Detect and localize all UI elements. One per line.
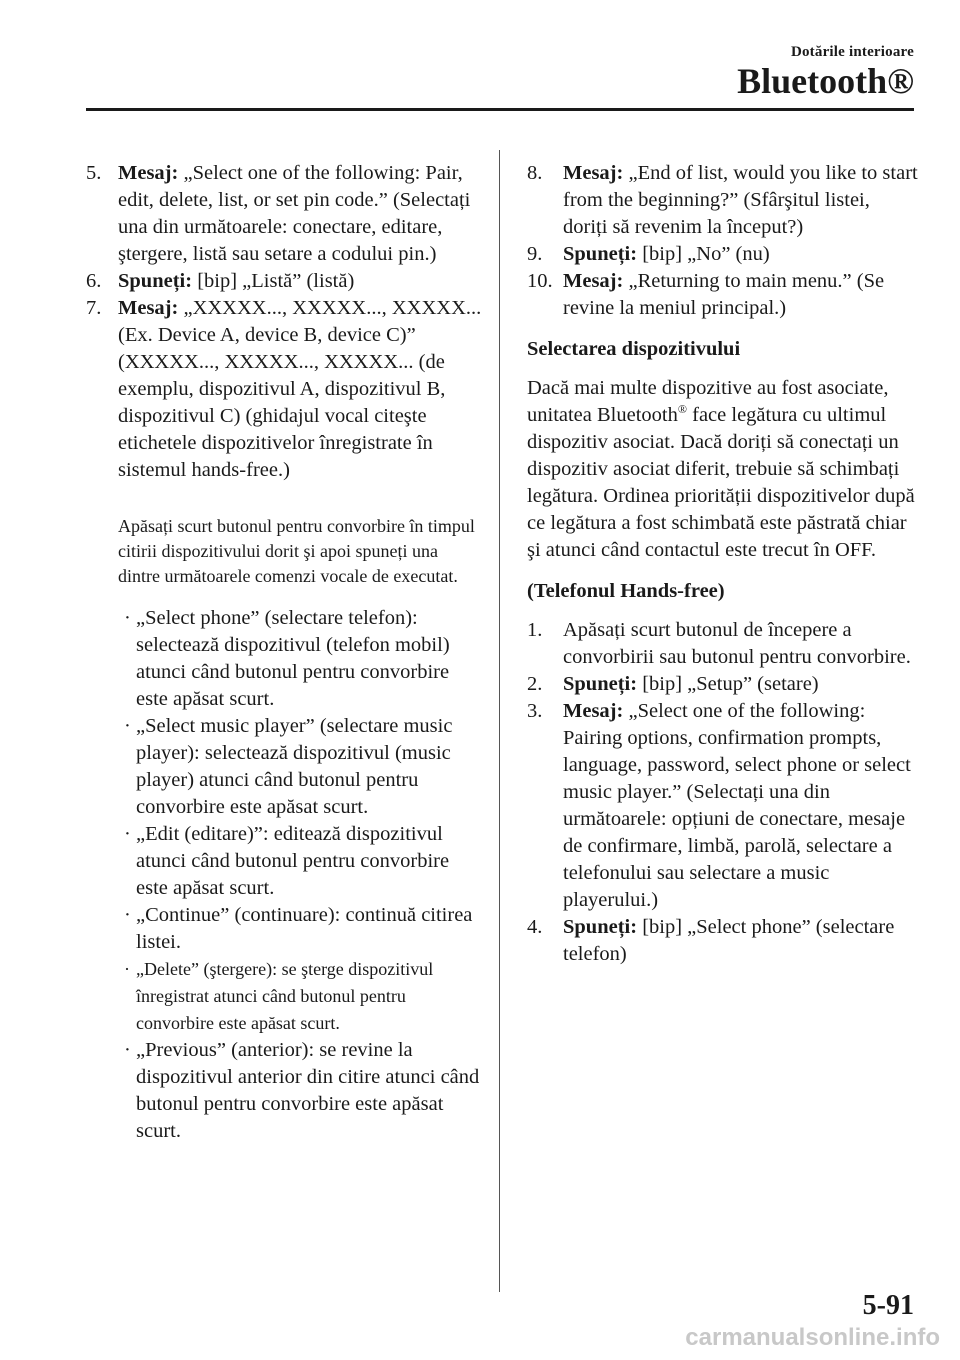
step-text: [bip] „Listă” (listă) <box>192 270 355 292</box>
section-heading: Selectarea dispozitivului <box>527 338 741 360</box>
step-label: Mesaj: <box>563 162 624 184</box>
left-column <box>86 160 482 1145</box>
bullet-item <box>86 1037 482 1145</box>
step-6 <box>86 268 482 295</box>
step-text: „XXXXX..., XXXXX..., XXXXX... (Ex. Device A, device B, device C)” (XXXXX..., XXXXX..., XXXXX... (de exemplu, dispozitivul A, dispozitivul B, dispozitivul C) (ghidajul vocal citeşte etichetele dispozitivelor înregistrate în sistemul hands-free.) <box>118 297 482 481</box>
step-text: [bip] „Setup” (setare) <box>637 673 819 695</box>
body-paragraph <box>527 375 919 564</box>
step-7 <box>86 295 482 484</box>
bullet-item <box>86 821 482 902</box>
bullet-item <box>86 902 482 956</box>
step-number: 4. <box>527 916 543 938</box>
step-number: 7. <box>86 297 102 319</box>
bullet-text: „Delete” (ştergere): se şterge dispozitivul înregistrat atunci când butonul pentru convorbire este apăsat scurt. <box>136 959 434 1033</box>
bullet-text: „Select phone” (selectare telefon): selectează dispozitivul (telefon mobil) atunci când butonul pentru convorbire este apăsat scurt. <box>136 607 450 710</box>
right-column <box>527 160 919 968</box>
column-divider <box>499 150 500 1292</box>
step-text: [bip] „Select phone” (selectare telefon) <box>563 916 895 965</box>
step-text: Apăsați scurt butonul de începere a convorbirii sau butonul pentru convorbire. <box>563 619 911 668</box>
step-number: 1. <box>527 619 543 641</box>
registered-mark: ® <box>677 402 687 417</box>
step-number: 5. <box>86 162 102 184</box>
para-text-1: Dacă mai multe dispozitive au fost asociate, unitatea Bluetooth <box>527 377 889 426</box>
bullet-dot: · <box>124 607 131 629</box>
step-text: [bip] „No” (nu) <box>637 243 770 265</box>
phone-step-2 <box>527 671 919 698</box>
page-title: Bluetooth® <box>737 61 914 101</box>
step-label: Mesaj: <box>563 700 624 722</box>
step-label: Spuneți: <box>118 270 193 292</box>
step-label: Mesaj: <box>118 297 179 319</box>
bullet-dot: · <box>124 904 131 926</box>
bullet-dot: · <box>124 959 130 979</box>
sub-heading: (Telefonul Hands-free) <box>527 580 725 602</box>
step-number: 2. <box>527 673 543 695</box>
step-text: „End of list, would you like to start from the beginning?” (Sfârşitul listei, doriți să revenim la început?) <box>563 162 918 238</box>
phone-step-3 <box>527 698 919 914</box>
bullet-item <box>86 956 482 1037</box>
bullet-dot: · <box>124 823 131 845</box>
step-label: Spuneți: <box>563 243 638 265</box>
bullet-item <box>86 713 482 821</box>
phone-step-1 <box>527 617 919 671</box>
watermark: carmanualsonline.info <box>685 1324 940 1351</box>
step-text: „Select one of the following: Pairing options, confirmation prompts, language, password, select phone or select music player.” (Selectați una din următoarele: opțiuni de conectare, mesaje de confirmare, limbă, parolă, selectare a telefonului sau selectare a music playerului.) <box>563 700 911 911</box>
step-10 <box>527 268 919 322</box>
step-number: 6. <box>86 270 102 292</box>
step-number: 9. <box>527 243 543 265</box>
step-8 <box>527 160 919 241</box>
step-label: Spuneți: <box>563 916 638 938</box>
bullet-text: „Previous” (anterior): se revine la dispozitivul anterior din citire atunci când butonul pentru convorbire este apăsat scurt. <box>136 1039 480 1142</box>
bullet-text: „Select music player” (selectare music player): selectează dispozitivul (music player) atunci când butonul pentru convorbire este apăsat scurt. <box>136 715 453 818</box>
step-9 <box>527 241 919 268</box>
header-rule <box>86 108 914 111</box>
step-number: 8. <box>527 162 543 184</box>
bullet-dot: · <box>124 715 131 737</box>
phone-step-4 <box>527 914 919 968</box>
bullet-dot: · <box>124 1039 131 1061</box>
bullet-text: „Continue” (continuare): continuă citirea listei. <box>136 904 473 953</box>
step-number: 3. <box>527 700 543 722</box>
instruction-note: Apăsați scurt butonul pentru convorbire în timpul citirii dispozitivului dorit şi apoi spuneți una dintre următoarele comenzi vocale de executat. <box>118 516 475 586</box>
step-number: 10. <box>527 270 553 292</box>
page-number: 5-91 <box>862 1290 914 1321</box>
step-text: „Select one of the following: Pair, edit, delete, list, or set pin code.” (Selectați una din următoarele: conectare, editare, ştergere, listă sau setare a codului pin.) <box>118 162 471 265</box>
bullet-item <box>86 605 482 713</box>
step-label: Mesaj: <box>118 162 179 184</box>
step-5 <box>86 160 482 268</box>
step-label: Spuneți: <box>563 673 638 695</box>
para-text-2: face legătura cu ultimul dispozitiv asociat. Dacă doriți să conectați un dispozitiv asociat diferit, trebuie să schimbați legătura. Ordinea priorității dispozitivelor după ce legătura a fost schimbată este păstrată chiar şi atunci când contactul este trecut în OFF. <box>527 404 915 561</box>
step-text: „Returning to main menu.” (Se revine la meniul principal.) <box>563 270 885 319</box>
bullet-text: „Edit (editare)”: editează dispozitivul atunci când butonul pentru convorbire este apăsat scurt. <box>136 823 450 899</box>
step-label: Mesaj: <box>563 270 624 292</box>
section-title: Dotările interioare <box>790 44 914 60</box>
